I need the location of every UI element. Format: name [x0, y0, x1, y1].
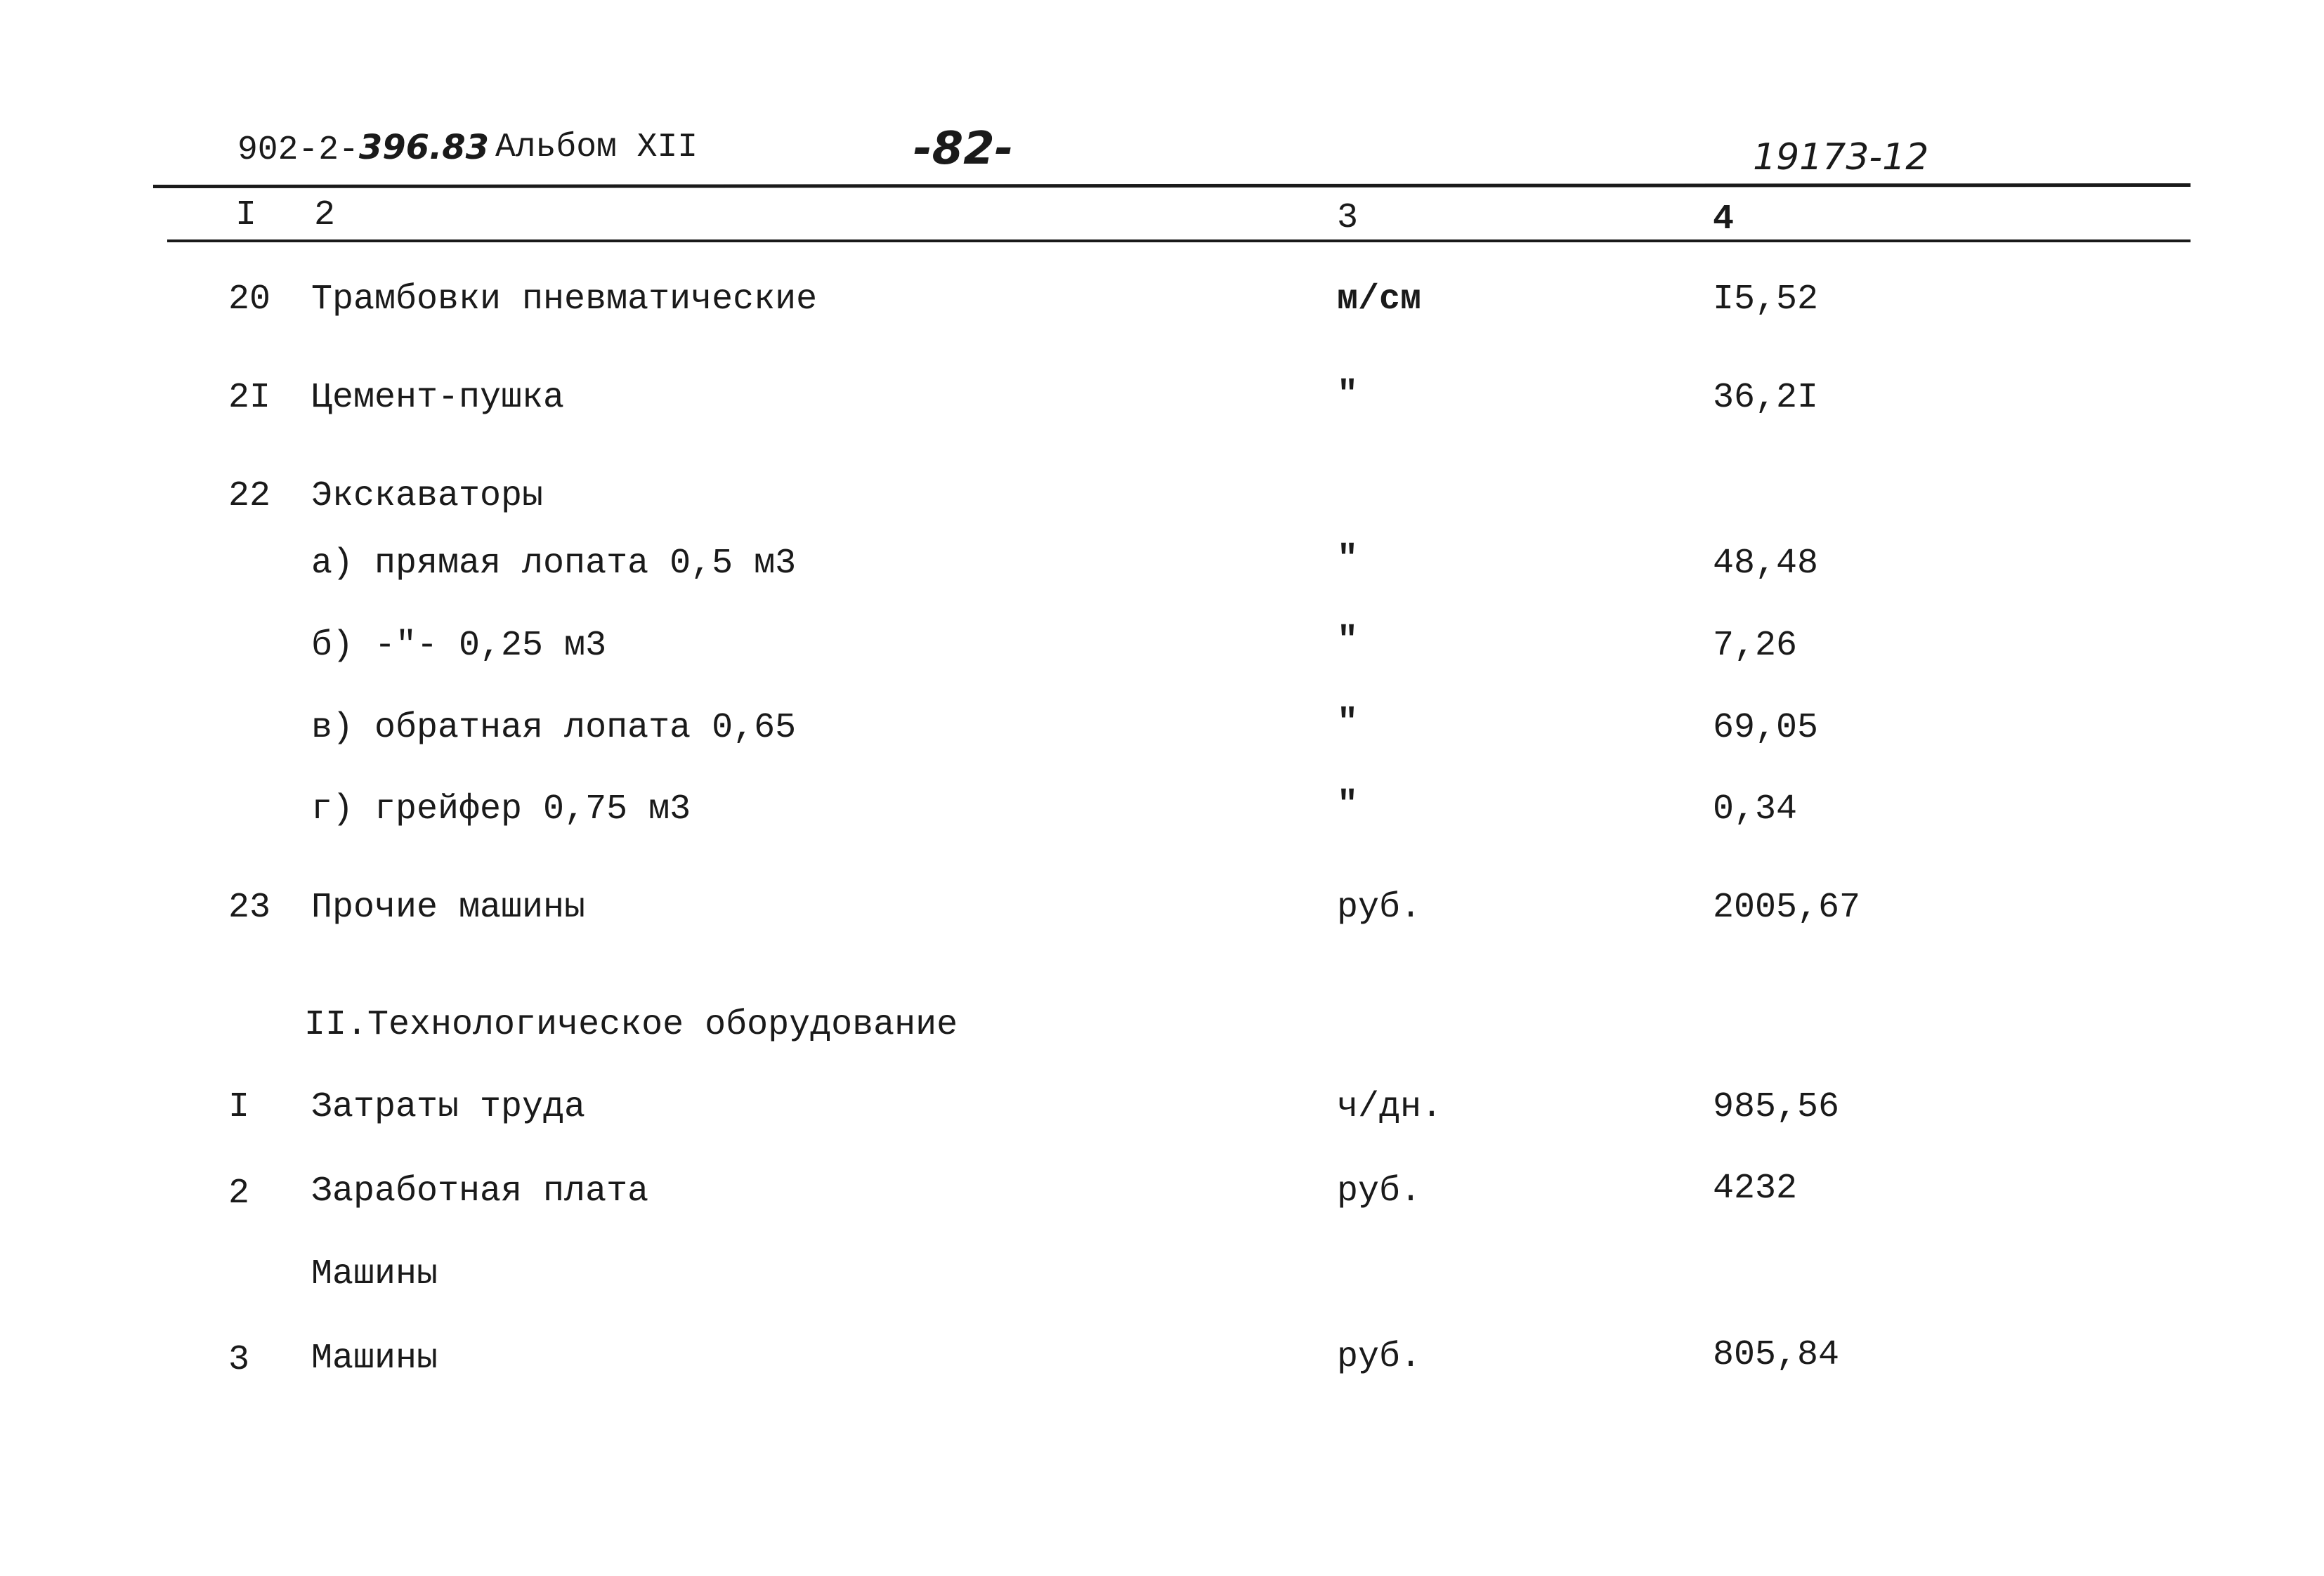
column-header-2: 2	[314, 195, 336, 235]
row-name: Экскаваторы	[311, 476, 544, 516]
row-name: Заработная плата	[311, 1171, 649, 1211]
row-number: 3	[228, 1340, 250, 1380]
row-name: Затраты труда	[311, 1087, 586, 1127]
row-unit: руб.	[1337, 1337, 1422, 1377]
column-header-1: I	[235, 195, 257, 235]
row-number: 23	[228, 888, 271, 928]
row-number: 20	[228, 280, 271, 320]
album-label: Альбом XII	[495, 129, 698, 166]
column-header-4: 4	[1713, 199, 1735, 239]
row-unit: "	[1337, 785, 1359, 825]
row-name: Прочие машины	[311, 888, 586, 928]
page-number: -82-	[913, 123, 1014, 175]
row-value: 7,26	[1713, 626, 1798, 666]
row-value: 69,05	[1713, 708, 1819, 748]
header-bottom-rule	[167, 239, 2191, 242]
row-unit: ч/дн.	[1337, 1087, 1443, 1127]
row-value: 2005,67	[1713, 888, 1861, 928]
row-unit: "	[1337, 539, 1359, 579]
row-unit: "	[1337, 621, 1359, 661]
row-value: 0,34	[1713, 789, 1798, 829]
row-unit: "	[1337, 703, 1359, 743]
row-number: 2	[228, 1174, 250, 1214]
header-top-rule	[153, 183, 2191, 188]
row-unit: "	[1337, 375, 1359, 415]
document-code-prefix: 902-2-	[237, 131, 359, 169]
row-number: 2I	[228, 378, 271, 418]
document-code-handwritten: 396.83	[358, 128, 490, 167]
row-value: 48,48	[1713, 544, 1819, 584]
row-name: Машины	[311, 1254, 438, 1294]
row-value: 36,2I	[1713, 378, 1819, 418]
row-value: 985,56	[1713, 1087, 1840, 1127]
row-value: I5,52	[1713, 280, 1819, 320]
row-name: Машины	[311, 1339, 438, 1379]
row-value: 4232	[1713, 1169, 1798, 1209]
row-unit: м/см	[1337, 280, 1422, 320]
row-name: г) грейфер 0,75 м3	[311, 789, 691, 829]
row-name: а) прямая лопата 0,5 м3	[311, 544, 797, 584]
row-number: 22	[228, 476, 271, 516]
row-name: Цемент-пушка	[311, 378, 565, 418]
document-code	[237, 128, 490, 169]
row-unit: руб.	[1337, 1171, 1422, 1211]
row-unit: руб.	[1337, 888, 1422, 928]
row-number: I	[228, 1087, 250, 1127]
row-value: 805,84	[1713, 1335, 1840, 1375]
row-name: Трамбовки пневматические	[311, 280, 818, 320]
column-header-3: 3	[1337, 198, 1359, 238]
row-name: в) обратная лопата 0,65	[311, 708, 797, 748]
registration-number: 19173-12	[1753, 136, 1929, 178]
row-name: б) -"- 0,25 м3	[311, 626, 607, 666]
section-title: II.Технологическое оборудование	[304, 1005, 958, 1045]
